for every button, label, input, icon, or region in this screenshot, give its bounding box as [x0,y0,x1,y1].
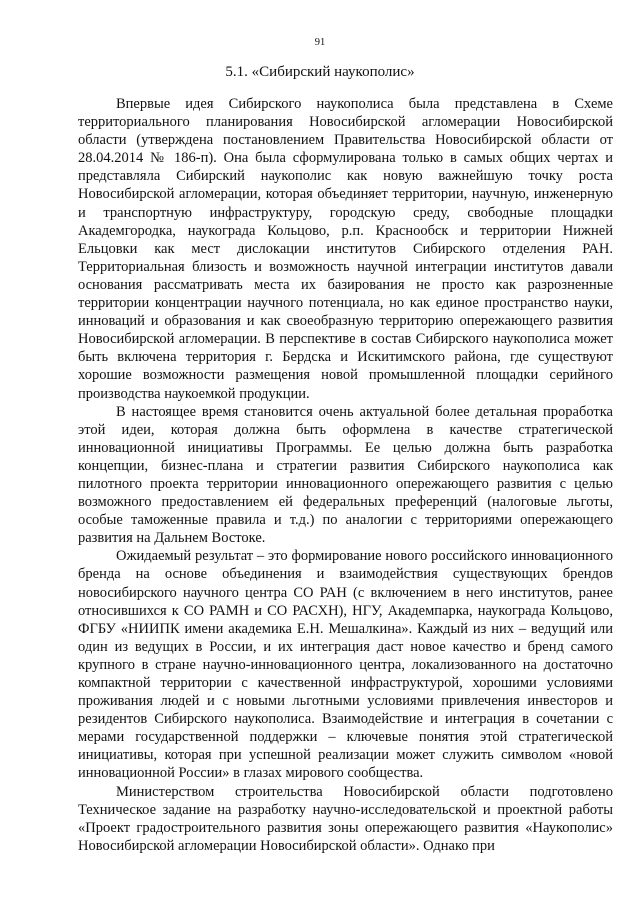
paragraph: Впервые идея Сибирского наукополиса была представлена в Схеме территориального планирования Новосибирской агломерации Новосибирской области (утверждена постановлением Правительства Новосибирской области от 28.04.2014 № 186-п). Она была сформулирована только в самых общих чертах и представляла Сибирский наукополис как новую важнейшую точку роста Новосибирской агломерации, которая объединяет территории, научную, инженерную и транспортную инфраструктуру, городскую среду, свободные площадки Академгородка, наукограда Кольцово, р.п. Краснообск и территории Нижней Ельцовки как мест дислокации институтов Сибирского отделения РАН. Территориальная близость и возможность научной интеграции институтов давали основания рассматривать места их базирования не просто как разрозненные территории концентрации научного потенциала, но как единое пространство науки, инноваций и образования и как своеобразную территорию опережающего развития Новосибирской агломерации. В перспективе в состав Сибирского наукополиса может быть включена территория г. Бердска и Искитимского района, где существуют хорошие возможности размещения новой промышленной площадки серийного производства наукоемкой продукции. [78,96,613,402]
paragraph: Ожидаемый результат – это формирование нового российского инновационного бренда на основе объединения и взаимодействия существующих брендов новосибирского научного центра СО РАН (с включением в него институтов, ранее относившихся к СО РАМН и СО РАСХН), НГУ, Академпарка, наукограда Кольцово, ФГБУ «НИИПК имени академика Е.Н. Мешалкина». Каждый из них – ведущий или один из ведущих в России, и их интеграция даст новое качество и бренд самого крупного в стране научно-инновационного центра, локализованного на достаточно компактной территории с качественной инфраструктурой, хорошими условиями проживания людей и с новыми льготными условиями привлечения инвесторов и резидентов Сибирского наукополиса. Взаимодействие и интеграция в сочетании с мерами государственной поддержки – ключевые понятия этой стратегической инициативы, которая при успешной реализации может служить символом «новой инновационной России» в глазах мирового сообщества. [78,548,613,782]
paragraph: Министерством строительства Новосибирской области подготовлено Техническое задание на разработку научно-исследовательской и проектной работы «Проект градостроительного развития зоны опережающего развития «Наукополис» Новосибирской агломерации Новосибирской области». Однако при [78,783,613,854]
body-text [78,95,613,855]
page-number: 91 [314,37,326,48]
paragraph: В настоящее время становится очень актуальной более детальная проработка этой идеи, которая должна быть оформлена в качестве стратегической инновационной инициативы Программы. Ее целью должна быть разработка концепции, бизнес-плана и стратегии развития Сибирского наукополиса как пилотного проекта территории инновационного опережающего развития с целью возможного предоставлением ей федеральных преференций (налоговые льготы, особые таможенные правила и т.д.) по аналогии с территориями опережающего развития на Дальнем Востоке. [78,403,613,547]
section-heading: 5.1. «Сибирский наукополис» [225,64,415,80]
